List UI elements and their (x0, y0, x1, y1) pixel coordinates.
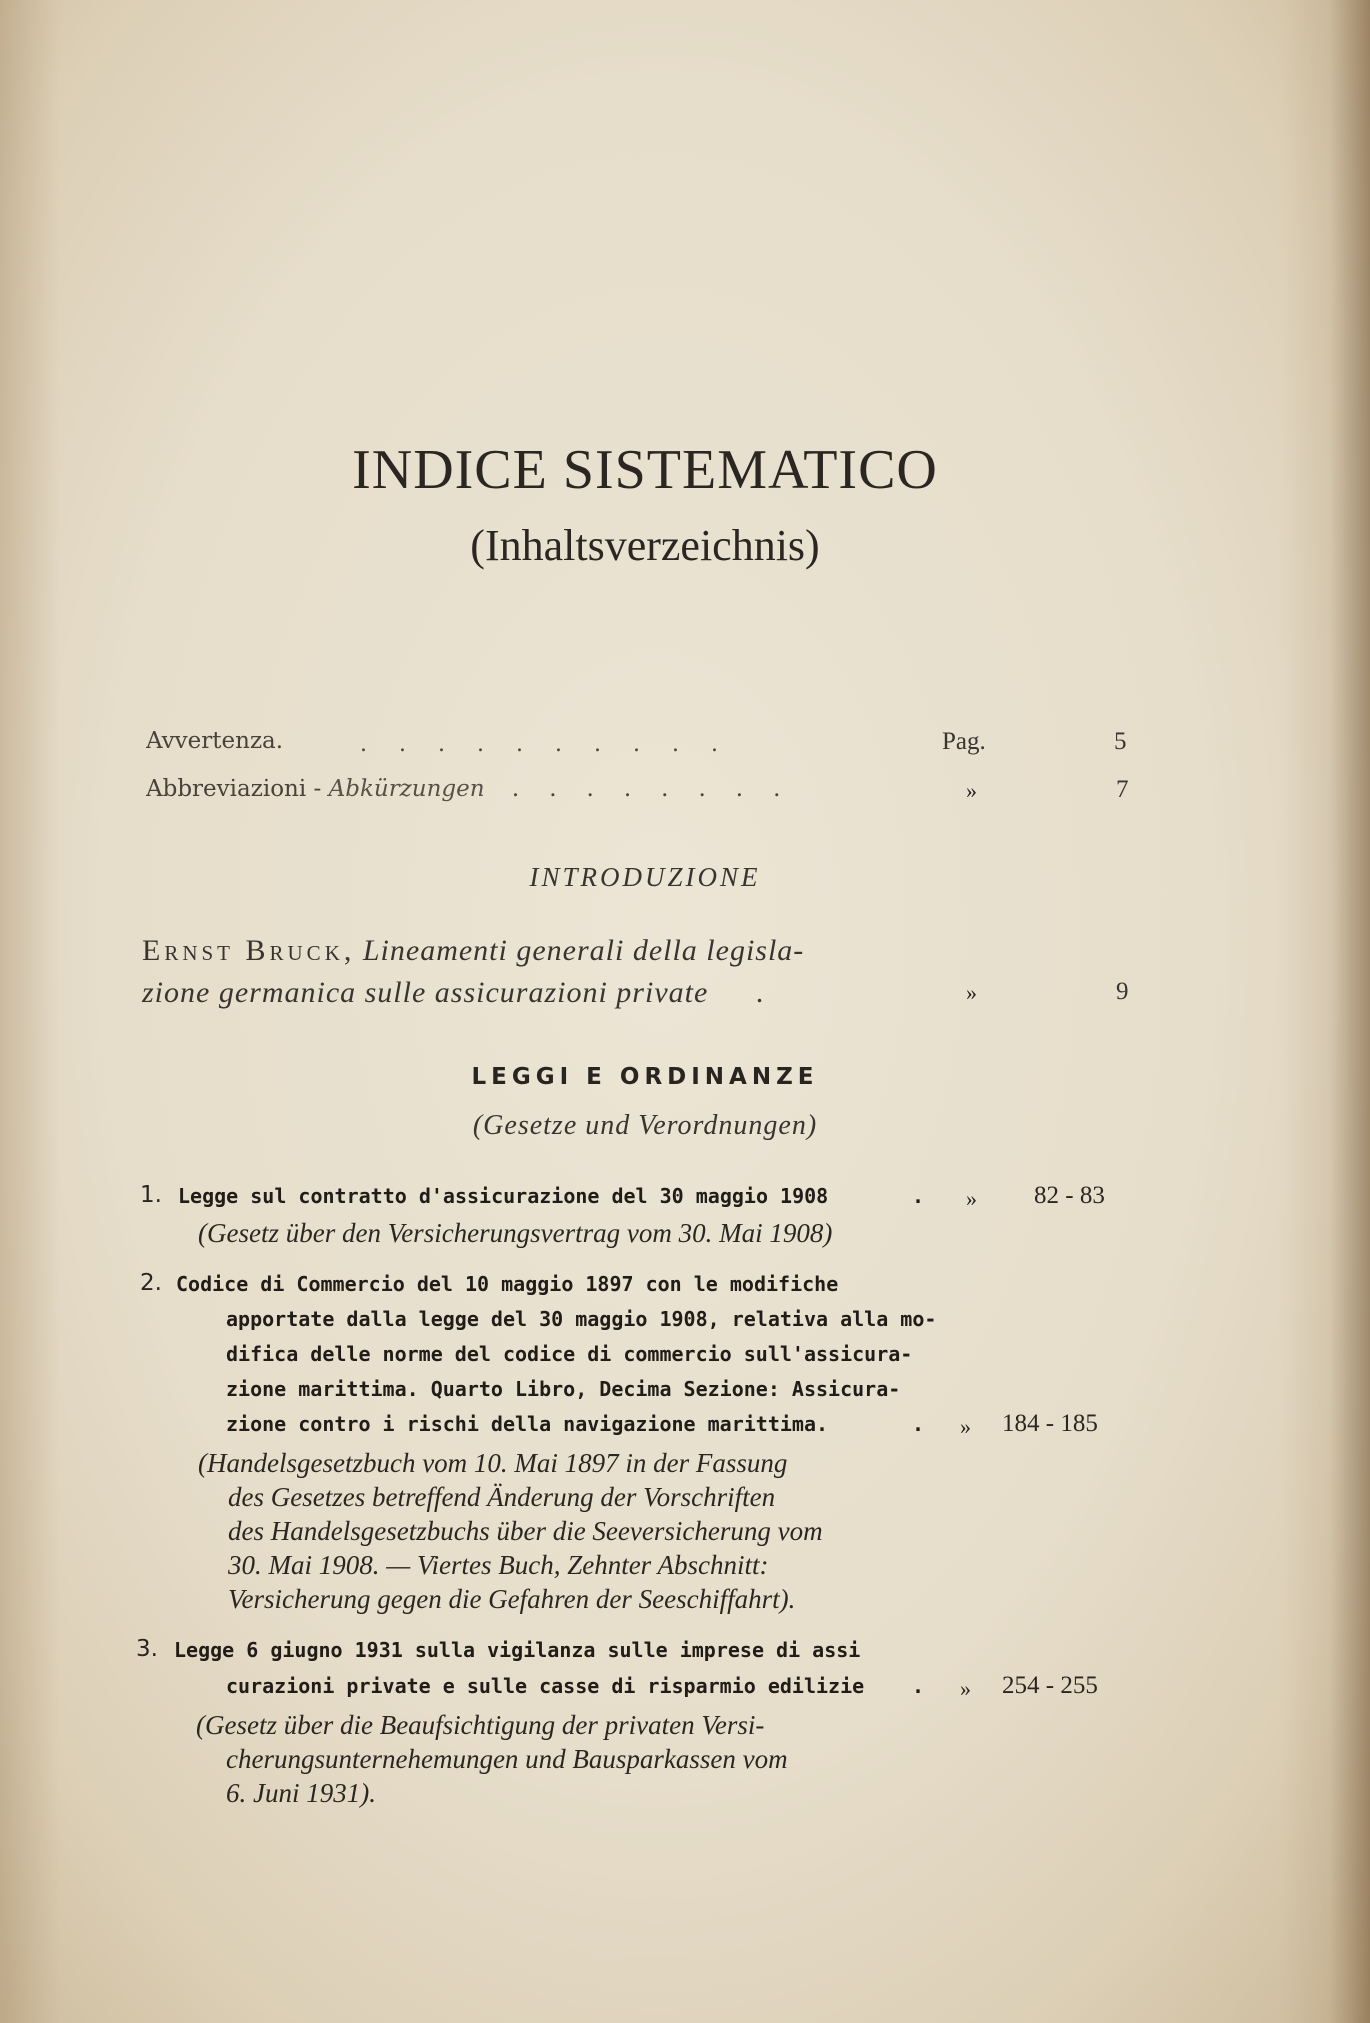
entry-number: 2. (140, 1270, 162, 1296)
entry-title-de: (Gesetz über den Versicherungsvertrag vom 30. Mai 1908) (198, 1218, 833, 1248)
pag-label: Pag. (942, 728, 986, 755)
entry-title-it: zione contro i rischi della navigazione marittima. (226, 1412, 829, 1436)
page-number: 9 (1116, 978, 1129, 1005)
book-page: INDICE SISTEMATICO (Inhaltsverzeichnis) Avvertenza. .......... Pag. 5 Abbreviazioni - Abkürzungen ........ » 7 INTRODUZIONE Ernst Bruck, Lineamenti generali della legisla- zione germanica sulle assicurazioni private . » 9 LEGGI E ORDINANZE (Gesetze und Verordnungen) 1. Legge sul contratto d'assicurazione del 30 maggio 1908 . (Gesetz über den Versicherungsvertrag vom 30. Mai 1908) » 82 - 83 2. Codice di Commercio del 10 maggio 1897 con le modifiche apportate dalla legge del 30 maggio 1908, relativa alla mo- difica delle norme del codice di commercio sull'assicura- zione marittima. Quarto Libro, Decima Sezione: Assicura- zione contro i rischi della navigazione marittima. . » 184 - 185 (Handelsgesetzbuch vom 10. Mai 1897 in der Fassung des Gesetzes betreffend Änderung der Vorschriften des Handelsgesetzbuchs über die Seeversicherung vom 30. Mai 1908. — Viertes Buch, Zehnter Abschnitt: Versicherung gegen die Gefahren der Seeschiffahrt). 3. Legge 6 giugno 1931 sulla vigilanza sulle imprese di assi curazioni private e sulle casse di risparmio edilizie . » 254 - 255 (Gesetz über die Beaufsichtigung der privaten Versi- cherungsunternehemungen und Bausparkassen vom 6. Juni 1931). (0, 0, 1370, 2023)
page-title: INDICE SISTEMATICO (352, 439, 938, 501)
entry-title-de: 30. Mai 1908. — Viertes Buch, Zehnter Abschnitt: (228, 1550, 769, 1580)
page-number: 7 (1116, 776, 1129, 803)
idem-guillemet: » (966, 980, 977, 1005)
entry-title-de: cherungsunternehemungen und Bausparkassen vom (226, 1744, 788, 1774)
author-name: Ernst Bruck, (142, 934, 356, 967)
entry-title-it: difica delle norme del codice di commercio sull'assicura- (226, 1342, 913, 1366)
page-shadow-right (1280, 0, 1370, 2023)
toc-label: Abbreviazioni - (146, 776, 322, 802)
essay-title-line: zione germanica sulle assicurazioni private (142, 976, 709, 1009)
toc-label-de: Abkürzungen (328, 776, 485, 802)
dot-leader: ........ (511, 776, 811, 802)
entry-title-it: apportate dalla legge del 30 maggio 1908, relativa alla mo- (226, 1307, 937, 1331)
entry-title-de: Versicherung gegen die Gefahren der Seeschiffahrt). (228, 1584, 796, 1614)
entry-title-it: zione marittima. Quarto Libro, Decima Sezione: Assicura- (226, 1377, 901, 1401)
toc-label: Avvertenza. (146, 728, 284, 754)
page-range: 254 - 255 (1002, 1672, 1098, 1699)
page-subtitle: (Inhaltsverzeichnis) (470, 521, 820, 570)
idem-guillemet: » (966, 778, 977, 803)
essay-title-line: Lineamenti generali della legisla- (362, 934, 805, 967)
section-heading-leggi: LEGGI E ORDINANZE (471, 1064, 819, 1090)
toc-entry-bruck: Ernst Bruck, Lineamenti generali della legisla- zione germanica sulle assicurazioni private . (142, 934, 805, 1009)
page-range: 184 - 185 (1002, 1410, 1098, 1437)
idem-guillemet: » (966, 1186, 977, 1211)
page-shadow-left (0, 0, 60, 2023)
entry-title-it: Codice di Commercio del 10 maggio 1897 con le modifiche (176, 1272, 839, 1296)
entry-title-it: Legge sul contratto d'assicurazione del 30 maggio 1908 (178, 1184, 829, 1208)
toc-entry-abbreviazioni (146, 776, 936, 802)
entry-number: 1. (140, 1182, 162, 1208)
entry-title-de: (Gesetz über die Beaufsichtigung der privaten Versi- (196, 1710, 765, 1740)
page-number: 5 (1114, 728, 1127, 755)
dot-leader: .......... (360, 732, 750, 757)
idem-guillemet: » (960, 1676, 971, 1701)
idem-guillemet: » (960, 1414, 971, 1439)
entry-title-de: des Gesetzes betreffend Änderung der Vorschriften (228, 1482, 776, 1512)
entry-title-de: (Handelsgesetzbuch vom 10. Mai 1897 in der Fassung (198, 1448, 788, 1478)
page-range: 82 - 83 (1034, 1182, 1105, 1209)
entry-number: 3. (136, 1636, 158, 1662)
section-heading-introduzione: INTRODUZIONE (529, 862, 761, 892)
entry-title-it: Legge 6 giugno 1931 sulla vigilanza sulle imprese di assi (174, 1638, 861, 1662)
entry-title-it: curazioni private e sulle casse di risparmio edilizie (226, 1674, 865, 1698)
entry-title-de: 6. Juni 1931). (226, 1778, 376, 1808)
entry-title-de: des Handelsgesetzbuchs über die Seeversicherung vom (228, 1516, 823, 1546)
section-heading-leggi-de: (Gesetze und Verordnungen) (472, 1110, 818, 1141)
